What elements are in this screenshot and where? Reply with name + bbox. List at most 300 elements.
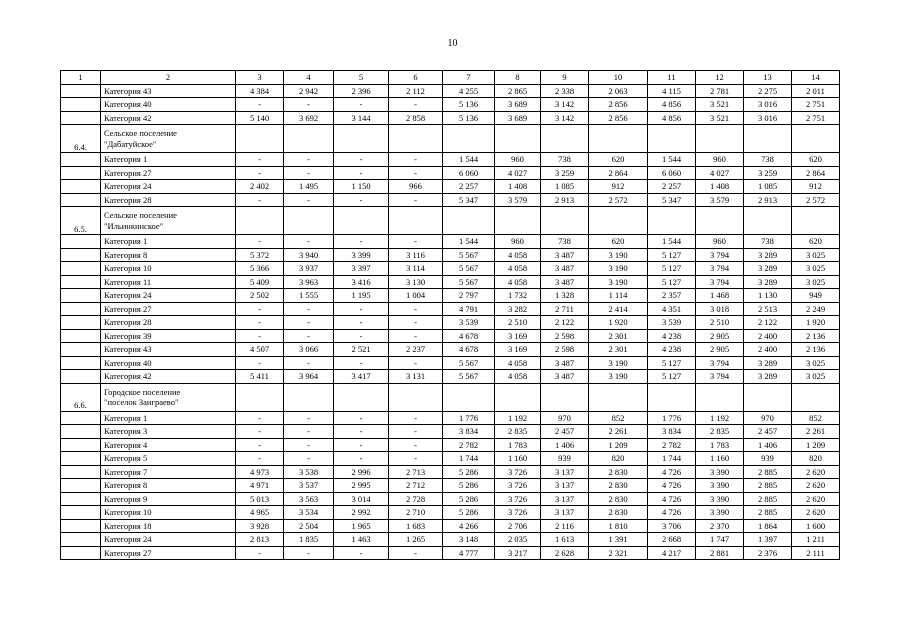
value-cell: 939	[541, 452, 589, 466]
value-cell: 2 913	[541, 193, 589, 207]
value-cell: 3 487	[541, 262, 589, 276]
value-cell: 738	[744, 153, 792, 167]
value-cell: 2 706	[495, 519, 541, 533]
category-name: Категория 1	[101, 411, 236, 425]
header-cell: 9	[541, 71, 589, 85]
row-number-cell	[61, 329, 101, 343]
value-cell: -	[284, 153, 334, 167]
category-name: Категория 5	[101, 452, 236, 466]
value-cell: -	[284, 329, 334, 343]
value-cell: 3 066	[284, 343, 334, 357]
value-cell: 2 728	[389, 492, 443, 506]
empty-cell	[495, 207, 541, 235]
tariff-table	[60, 70, 840, 560]
value-cell: 5 140	[236, 111, 284, 125]
value-cell: 1 130	[744, 289, 792, 303]
row-number-cell	[61, 533, 101, 547]
value-cell: 3 794	[696, 262, 744, 276]
section-name-line2: "поселок Заиграево"	[104, 397, 179, 407]
value-cell: -	[389, 438, 443, 452]
value-cell: 2 402	[236, 180, 284, 194]
value-cell: -	[236, 98, 284, 112]
value-cell: 4 238	[648, 343, 696, 357]
value-cell: 3 794	[696, 275, 744, 289]
value-cell: 2 881	[696, 546, 744, 560]
value-cell: 2 400	[744, 343, 792, 357]
row-number-cell	[61, 465, 101, 479]
value-cell: 1 965	[334, 519, 389, 533]
value-cell: -	[236, 235, 284, 249]
value-cell: 5 286	[443, 492, 495, 506]
category-name: Категория 7	[101, 465, 236, 479]
value-cell: 2 864	[589, 166, 648, 180]
value-cell: 1 920	[589, 316, 648, 330]
section-name-line2: "Ильинкинское"	[104, 220, 164, 231]
value-cell: 2 885	[744, 506, 792, 520]
value-cell: 3 259	[541, 166, 589, 180]
value-cell: -	[389, 411, 443, 425]
value-cell: 2 668	[648, 533, 696, 547]
value-cell: 2 781	[696, 84, 744, 98]
value-cell: 2 885	[744, 479, 792, 493]
table-row	[61, 84, 840, 98]
value-cell: 5 411	[236, 370, 284, 384]
value-cell: 1 209	[589, 438, 648, 452]
value-cell: 4 217	[648, 546, 696, 560]
row-number-cell	[61, 506, 101, 520]
section-name-line1: Городское поселение	[104, 386, 181, 397]
table-row	[61, 411, 840, 425]
value-cell: 6 060	[443, 166, 495, 180]
empty-cell	[495, 383, 541, 411]
category-name: Категория 1	[101, 153, 236, 167]
header-cell: 10	[589, 71, 648, 85]
value-cell: 2 751	[792, 98, 840, 112]
table-row	[61, 425, 840, 439]
section-row	[61, 125, 840, 153]
row-number-cell	[61, 546, 101, 560]
table-row	[61, 452, 840, 466]
value-cell: -	[334, 329, 389, 343]
value-cell: 1 209	[792, 438, 840, 452]
table-row	[61, 235, 840, 249]
value-cell: 6 060	[648, 166, 696, 180]
value-cell: 2 885	[744, 465, 792, 479]
value-cell: 2 942	[284, 84, 334, 98]
table-row	[61, 356, 840, 370]
empty-cell	[696, 125, 744, 153]
value-cell: 3 289	[744, 262, 792, 276]
value-cell: 3 416	[334, 275, 389, 289]
value-cell: 2 572	[589, 193, 648, 207]
table-row	[61, 519, 840, 533]
value-cell: 5 127	[648, 275, 696, 289]
category-name: Категория 18	[101, 519, 236, 533]
value-cell: -	[334, 235, 389, 249]
value-cell: 2 865	[495, 84, 541, 98]
section-name-line1: Сельское поселение	[104, 128, 177, 139]
value-cell: 2 830	[589, 506, 648, 520]
value-cell: 3 399	[334, 248, 389, 262]
table-row	[61, 166, 840, 180]
row-number-cell	[61, 370, 101, 384]
value-cell: 4 058	[495, 262, 541, 276]
row-number-cell	[61, 425, 101, 439]
value-cell: 820	[792, 452, 840, 466]
value-cell: 3 190	[589, 275, 648, 289]
value-cell: 3 689	[495, 98, 541, 112]
table-row	[61, 289, 840, 303]
category-name: Категория 8	[101, 248, 236, 262]
table-row	[61, 465, 840, 479]
row-number-cell	[61, 356, 101, 370]
value-cell: -	[334, 546, 389, 560]
value-cell: -	[334, 438, 389, 452]
category-name: Категория 10	[101, 506, 236, 520]
row-number-cell	[61, 98, 101, 112]
value-cell: 3 148	[443, 533, 495, 547]
table-row	[61, 479, 840, 493]
value-cell: 5 136	[443, 111, 495, 125]
table-row	[61, 153, 840, 167]
header-cell: 4	[284, 71, 334, 85]
value-cell: 4 726	[648, 492, 696, 506]
value-cell: 1 744	[443, 452, 495, 466]
value-cell: 2 620	[792, 492, 840, 506]
value-cell: 3 217	[495, 546, 541, 560]
empty-cell	[334, 125, 389, 153]
value-cell: 5 127	[648, 248, 696, 262]
value-cell: -	[389, 356, 443, 370]
value-cell: 1 600	[792, 519, 840, 533]
value-cell: 1 085	[744, 180, 792, 194]
table-row	[61, 111, 840, 125]
value-cell: -	[236, 452, 284, 466]
header-cell: 12	[696, 71, 744, 85]
empty-cell	[334, 207, 389, 235]
section-number: 6.4.	[61, 125, 101, 153]
value-cell: 3 579	[696, 193, 744, 207]
row-number-cell	[61, 275, 101, 289]
value-cell: 2 257	[648, 180, 696, 194]
value-cell: -	[334, 98, 389, 112]
value-cell: 1 835	[284, 533, 334, 547]
value-cell: 3 794	[696, 356, 744, 370]
category-name: Категория 27	[101, 546, 236, 560]
table-row	[61, 248, 840, 262]
value-cell: 3 726	[495, 492, 541, 506]
value-cell: 2 905	[696, 329, 744, 343]
value-cell: 5 567	[443, 262, 495, 276]
value-cell: 2 782	[443, 438, 495, 452]
value-cell: 2 396	[334, 84, 389, 98]
value-cell: 4 507	[236, 343, 284, 357]
value-cell: 2 913	[744, 193, 792, 207]
value-cell: 4 965	[236, 506, 284, 520]
section-name	[101, 207, 236, 235]
category-name: Категория 1	[101, 235, 236, 249]
value-cell: 3 539	[648, 316, 696, 330]
value-cell: 3 940	[284, 248, 334, 262]
value-cell: 2 376	[744, 546, 792, 560]
value-cell: 3 794	[696, 248, 744, 262]
value-cell: 1 555	[284, 289, 334, 303]
value-cell: -	[236, 329, 284, 343]
value-cell: 1 406	[541, 438, 589, 452]
value-cell: 2 856	[589, 111, 648, 125]
category-name: Категория 11	[101, 275, 236, 289]
value-cell: 3 016	[744, 98, 792, 112]
row-number-cell	[61, 111, 101, 125]
value-cell: 4 058	[495, 275, 541, 289]
value-cell: 2 864	[792, 166, 840, 180]
empty-cell	[792, 125, 840, 153]
value-cell: 1 747	[696, 533, 744, 547]
value-cell: 3 937	[284, 262, 334, 276]
value-cell: 4 791	[443, 302, 495, 316]
category-name: Категория 39	[101, 329, 236, 343]
value-cell: 852	[589, 411, 648, 425]
value-cell: 4 058	[495, 370, 541, 384]
row-number-cell	[61, 193, 101, 207]
value-cell: 1 732	[495, 289, 541, 303]
value-cell: 3 014	[334, 492, 389, 506]
section-name-line2: "Дабатуйское"	[104, 138, 157, 149]
value-cell: 3 289	[744, 248, 792, 262]
table-row	[61, 329, 840, 343]
header-cell: 6	[389, 71, 443, 85]
value-cell: 960	[495, 235, 541, 249]
table-row	[61, 262, 840, 276]
value-cell: 2 813	[236, 533, 284, 547]
section-name-line1: Сельское поселение	[104, 210, 177, 221]
value-cell: 1 397	[744, 533, 792, 547]
value-cell: 4 027	[696, 166, 744, 180]
value-cell: 3 534	[284, 506, 334, 520]
value-cell: 1 195	[334, 289, 389, 303]
value-cell: -	[236, 302, 284, 316]
value-cell: 3 144	[334, 111, 389, 125]
value-cell: -	[284, 98, 334, 112]
value-cell: 3 521	[696, 111, 744, 125]
value-cell: 620	[589, 153, 648, 167]
value-cell: 2 510	[495, 316, 541, 330]
value-cell: 1 810	[589, 519, 648, 533]
value-cell: 2 710	[389, 506, 443, 520]
value-cell: 3 689	[495, 111, 541, 125]
value-cell: 2 572	[792, 193, 840, 207]
value-cell: 1 463	[334, 533, 389, 547]
value-cell: 1 783	[495, 438, 541, 452]
section-number: 6.5.	[61, 207, 101, 235]
category-name: Категория 27	[101, 166, 236, 180]
value-cell: 738	[541, 235, 589, 249]
table-row	[61, 316, 840, 330]
value-cell: 4 027	[495, 166, 541, 180]
value-cell: -	[334, 316, 389, 330]
value-cell: 1 160	[495, 452, 541, 466]
empty-cell	[443, 125, 495, 153]
value-cell: 912	[589, 180, 648, 194]
value-cell: 3 130	[389, 275, 443, 289]
value-cell: 1 776	[648, 411, 696, 425]
empty-cell	[589, 207, 648, 235]
value-cell: -	[284, 546, 334, 560]
value-cell: 2 510	[696, 316, 744, 330]
value-cell: 2 905	[696, 343, 744, 357]
row-number-cell	[61, 343, 101, 357]
value-cell: -	[389, 329, 443, 343]
empty-cell	[495, 125, 541, 153]
value-cell: 4 971	[236, 479, 284, 493]
value-cell: 3 834	[443, 425, 495, 439]
value-cell: 4 238	[648, 329, 696, 343]
value-cell: 4 058	[495, 356, 541, 370]
value-cell: 2 830	[589, 465, 648, 479]
value-cell: 2 400	[744, 329, 792, 343]
value-cell: 1 744	[648, 452, 696, 466]
value-cell: 2 011	[792, 84, 840, 98]
value-cell: -	[236, 316, 284, 330]
value-cell: -	[334, 153, 389, 167]
value-cell: 3 116	[389, 248, 443, 262]
value-cell: 1 192	[696, 411, 744, 425]
value-cell: 3 289	[744, 370, 792, 384]
value-cell: -	[389, 452, 443, 466]
empty-cell	[443, 383, 495, 411]
value-cell: 1 776	[443, 411, 495, 425]
value-cell: 3 025	[792, 262, 840, 276]
empty-cell	[589, 383, 648, 411]
value-cell: 5 127	[648, 262, 696, 276]
value-cell: -	[389, 98, 443, 112]
value-cell: 2 321	[589, 546, 648, 560]
value-cell: 3 190	[589, 248, 648, 262]
value-cell: 3 137	[541, 492, 589, 506]
value-cell: -	[236, 546, 284, 560]
value-cell: 4 678	[443, 329, 495, 343]
value-cell: 620	[792, 153, 840, 167]
value-cell: 2 830	[589, 492, 648, 506]
value-cell: -	[389, 316, 443, 330]
empty-cell	[744, 383, 792, 411]
value-cell: 2 830	[589, 479, 648, 493]
value-cell: 5 567	[443, 356, 495, 370]
value-cell: 4 058	[495, 248, 541, 262]
value-cell: 2 996	[334, 465, 389, 479]
value-cell: -	[284, 425, 334, 439]
header-cell: 5	[334, 71, 389, 85]
value-cell: 5 286	[443, 465, 495, 479]
section-name	[101, 383, 236, 411]
value-cell: 2 301	[589, 329, 648, 343]
value-cell: 3 834	[648, 425, 696, 439]
value-cell: 2 620	[792, 506, 840, 520]
value-cell: 2 136	[792, 329, 840, 343]
value-cell: 3 538	[284, 465, 334, 479]
value-cell: 2 112	[389, 84, 443, 98]
value-cell: 4 726	[648, 465, 696, 479]
value-cell: 2 338	[541, 84, 589, 98]
table-row	[61, 546, 840, 560]
category-name: Категория 3	[101, 425, 236, 439]
value-cell: 1 408	[495, 180, 541, 194]
row-number-cell	[61, 452, 101, 466]
empty-cell	[389, 383, 443, 411]
value-cell: 4 726	[648, 479, 696, 493]
category-name: Категория 43	[101, 84, 236, 98]
value-cell: 4 255	[443, 84, 495, 98]
value-cell: 4 856	[648, 111, 696, 125]
value-cell: 2 275	[744, 84, 792, 98]
value-cell: 4 777	[443, 546, 495, 560]
value-cell: -	[389, 166, 443, 180]
table-row	[61, 492, 840, 506]
value-cell: 2 261	[792, 425, 840, 439]
value-cell: 1 683	[389, 519, 443, 533]
value-cell: 4 678	[443, 343, 495, 357]
value-cell: 3 794	[696, 370, 744, 384]
value-cell: 5 347	[443, 193, 495, 207]
value-cell: 620	[589, 235, 648, 249]
table-row	[61, 180, 840, 194]
table-row	[61, 275, 840, 289]
value-cell: 2 858	[389, 111, 443, 125]
value-cell: 2 357	[648, 289, 696, 303]
value-cell: 970	[541, 411, 589, 425]
value-cell: 1 150	[334, 180, 389, 194]
value-cell: -	[236, 411, 284, 425]
value-cell: 1 192	[495, 411, 541, 425]
value-cell: 960	[696, 235, 744, 249]
value-cell: 4 726	[648, 506, 696, 520]
value-cell: 2 457	[541, 425, 589, 439]
value-cell: 738	[541, 153, 589, 167]
value-cell: 3 169	[495, 343, 541, 357]
empty-cell	[541, 207, 589, 235]
value-cell: 5 567	[443, 275, 495, 289]
value-cell: 1 408	[696, 180, 744, 194]
value-cell: 1 328	[541, 289, 589, 303]
section-row	[61, 383, 840, 411]
value-cell: 1 114	[589, 289, 648, 303]
value-cell: 2 598	[541, 343, 589, 357]
value-cell: 2 063	[589, 84, 648, 98]
value-cell: 3 390	[696, 492, 744, 506]
value-cell: -	[236, 193, 284, 207]
value-cell: 2 261	[589, 425, 648, 439]
value-cell: -	[334, 411, 389, 425]
value-cell: 3 142	[541, 111, 589, 125]
value-cell: -	[284, 193, 334, 207]
value-cell: 3 025	[792, 356, 840, 370]
empty-cell	[236, 383, 284, 411]
value-cell: 1 544	[443, 235, 495, 249]
value-cell: 3 190	[589, 262, 648, 276]
header-cell: 3	[236, 71, 284, 85]
row-number-cell	[61, 492, 101, 506]
value-cell: -	[284, 452, 334, 466]
value-cell: 2 885	[744, 492, 792, 506]
value-cell: 4 973	[236, 465, 284, 479]
value-cell: 3 928	[236, 519, 284, 533]
header-cell: 13	[744, 71, 792, 85]
row-number-cell	[61, 316, 101, 330]
value-cell: 3 706	[648, 519, 696, 533]
header-cell: 11	[648, 71, 696, 85]
value-cell: -	[334, 356, 389, 370]
value-cell: 1 265	[389, 533, 443, 547]
